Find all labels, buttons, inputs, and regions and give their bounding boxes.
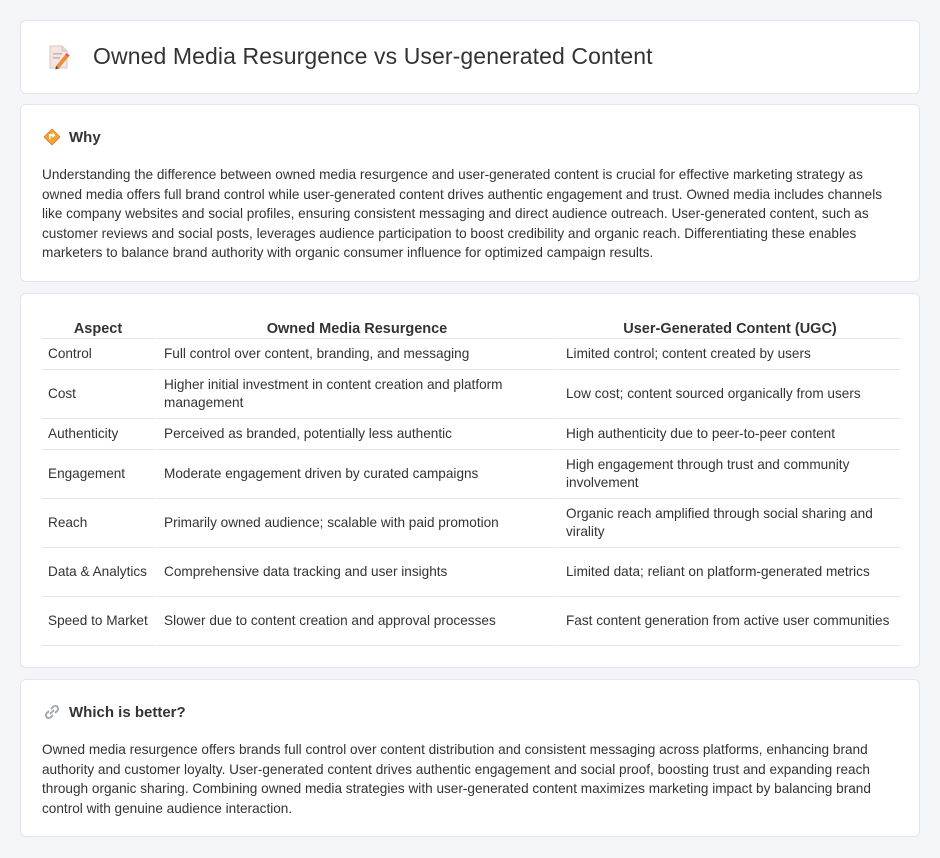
why-title: Why — [69, 128, 101, 146]
ugc-cell: High engagement through trust and community involvement — [556, 450, 900, 499]
aspect-cell: Speed to Market — [42, 597, 154, 646]
table-row — [42, 548, 900, 597]
column-header: Owned Media Resurgence — [154, 317, 556, 339]
table-row — [42, 597, 900, 646]
which-is-better-title: Which is better? — [69, 703, 186, 721]
why-section — [20, 104, 920, 282]
link-icon — [43, 703, 61, 721]
owned-media-cell: Perceived as branded, potentially less authentic — [154, 419, 556, 450]
aspect-cell: Reach — [42, 499, 154, 548]
owned-media-cell: Moderate engagement driven by curated campaigns — [154, 450, 556, 499]
column-header: Aspect — [42, 317, 154, 339]
table-row — [42, 339, 900, 370]
table-row — [42, 450, 900, 499]
comparison-table — [42, 317, 900, 646]
ugc-cell: Fast content generation from active user communities — [556, 597, 900, 646]
ugc-cell: Low cost; content sourced organically from users — [556, 370, 900, 419]
document-pencil-icon — [47, 44, 71, 70]
aspect-cell: Cost — [42, 370, 154, 419]
table-row — [42, 419, 900, 450]
diamond-signal-icon — [43, 128, 61, 146]
ugc-cell: Limited control; content created by users — [556, 339, 900, 370]
ugc-cell: Organic reach amplified through social sharing and virality — [556, 499, 900, 548]
column-header: User-Generated Content (UGC) — [556, 317, 900, 339]
table-row — [42, 370, 900, 419]
aspect-cell: Data & Analytics — [42, 548, 154, 597]
table-header-row — [42, 317, 900, 339]
aspect-cell: Engagement — [42, 450, 154, 499]
aspect-cell: Control — [42, 339, 154, 370]
aspect-cell: Authenticity — [42, 419, 154, 450]
ugc-cell: Limited data; reliant on platform-generated metrics — [556, 548, 900, 597]
table-row — [42, 499, 900, 548]
comparison-card — [20, 293, 920, 668]
owned-media-cell: Slower due to content creation and approval processes — [154, 597, 556, 646]
owned-media-cell: Comprehensive data tracking and user insights — [154, 548, 556, 597]
which-is-better-text: Owned media resurgence offers brands full control over content distribution and consistent messaging across platforms, enhancing brand authority and customer loyalty. User-generated content drives authentic engagement and social proof, boosting trust and expanding reach through organic sharing. Combining owned media strategies with user-generated content maximizes marketing impact by balancing brand control with genuine audience interaction. — [42, 742, 871, 816]
owned-media-cell: Higher initial investment in content creation and platform management — [154, 370, 556, 419]
why-text: Understanding the difference between owned media resurgence and user-generated content is crucial for effective marketing strategy as owned media offers full brand control while user-generated content drives authentic engagement and trust. Owned media includes channels like company websites and social profiles, ensuring consistent messaging and direct audience outreach. User-generated content, such as customer reviews and social posts, leverages audience participation to boost credibility and organic reach. Differentiating these enables marketers to balance brand authority with organic consumer influence for optimized campaign results. — [42, 167, 883, 261]
which-is-better-section — [20, 679, 920, 837]
page-title: Owned Media Resurgence vs User-generated Content — [93, 43, 653, 69]
owned-media-cell: Full control over content, branding, and messaging — [154, 339, 556, 370]
owned-media-cell: Primarily owned audience; scalable with paid promotion — [154, 499, 556, 548]
ugc-cell: High authenticity due to peer-to-peer content — [556, 419, 900, 450]
header-card — [20, 20, 920, 94]
